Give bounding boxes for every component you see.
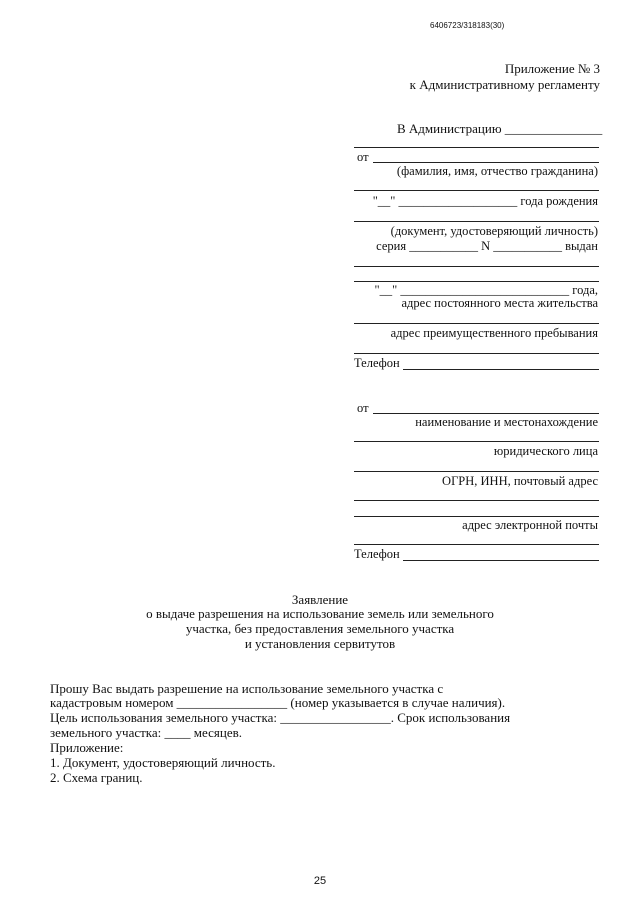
id-document-caption: (документ, удостоверяющий личность) xyxy=(390,224,598,238)
blank-line[interactable] xyxy=(354,441,599,442)
title-line-3: участка, без предоставления земельного участка xyxy=(185,621,455,636)
blank-line[interactable] xyxy=(354,266,599,267)
blank-line[interactable] xyxy=(354,221,599,222)
birth-date-line: "__" ___________________ года рождения xyxy=(372,194,598,208)
fio-caption: (фамилия, имя, отчество гражданина) xyxy=(396,164,598,178)
preferred-address-caption: адрес преимущественного пребывания xyxy=(390,326,598,340)
body-line-4: земельного участка: ____ месяцев. xyxy=(50,725,242,740)
body-line-3: Цель использования земельного участка: _________________. Срок использования xyxy=(50,710,511,725)
to-administration: В Администрацию _______________ xyxy=(397,121,603,136)
attachment-item-2: 2. Схема границ. xyxy=(50,770,143,785)
title-line-2: о выдаче разрешения на использование земель или земельного xyxy=(146,606,494,621)
body-line-1: Прошу Вас выдать разрешение на использование земельного участка с xyxy=(50,681,444,696)
document-id: 6406723/318183(30) xyxy=(430,21,505,30)
ogrn-caption: ОГРН, ИНН, почтовый адрес xyxy=(442,474,598,488)
blank-line[interactable] xyxy=(354,544,599,545)
title-statement: Заявление xyxy=(291,592,349,607)
blank-line[interactable] xyxy=(354,190,599,191)
org-from-label: от xyxy=(357,401,369,415)
email-caption: адрес электронной почты xyxy=(462,518,598,532)
blank-line[interactable] xyxy=(354,323,599,324)
blank-line[interactable] xyxy=(354,471,599,472)
page-number: 25 xyxy=(313,875,327,887)
from-label: от xyxy=(357,150,369,164)
blank-line[interactable] xyxy=(354,147,599,148)
series-number-line: серия ___________ N ___________ выдан xyxy=(376,239,598,253)
phone-blank-line[interactable] xyxy=(403,369,599,370)
legal-entity-caption: юридического лица xyxy=(493,444,598,458)
blank-line[interactable] xyxy=(354,353,599,354)
blank-line[interactable] xyxy=(354,516,599,517)
phone2-label: Телефон xyxy=(354,547,400,561)
attachments-heading: Приложение: xyxy=(50,740,124,755)
phone2-blank-line[interactable] xyxy=(403,560,599,561)
phone-label: Телефон xyxy=(354,356,400,370)
permanent-address-caption: адрес постоянного места жительства xyxy=(401,296,598,310)
fio-blank-line[interactable] xyxy=(373,162,599,163)
org-blank-line[interactable] xyxy=(373,413,599,414)
appendix-number: Приложение № 3 xyxy=(504,61,600,76)
blank-line[interactable] xyxy=(354,500,599,501)
blank-line[interactable] xyxy=(354,281,599,282)
attachment-item-1: 1. Документ, удостоверяющий личность. xyxy=(50,755,276,770)
org-name-caption: наименование и местонахождение xyxy=(415,415,598,429)
appendix-reference: к Административному регламенту xyxy=(409,77,600,92)
title-line-4: и установления сервитутов xyxy=(244,636,396,651)
body-line-2: кадастровым номером _________________ (номер указывается в случае наличия). xyxy=(50,695,506,710)
issue-date-line: "__" ___________________________ года, xyxy=(374,283,598,297)
